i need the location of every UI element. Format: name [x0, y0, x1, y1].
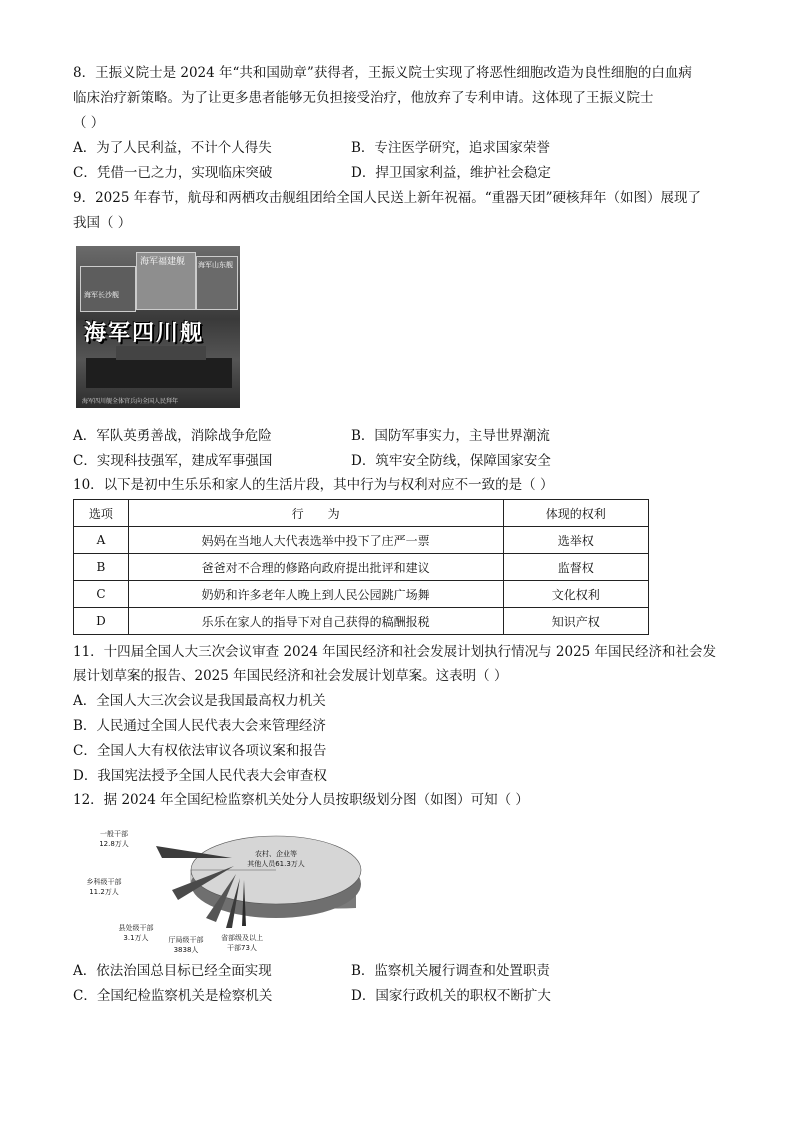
photo-label-top-right: 海军山东舰 [198, 261, 233, 269]
label-bureau-2: 3838人 [173, 946, 199, 954]
navy-ship-photo [76, 246, 240, 408]
label-province-2: 干部73人 [227, 944, 257, 952]
table-cell-right: 知识产权 [503, 608, 649, 635]
table-header-option: 选项 [74, 500, 129, 527]
table-cell-right: 选举权 [503, 527, 649, 554]
q12-option-a[interactable]: A．依法治国总目标已经全面实现 [73, 963, 272, 979]
q11-option-a[interactable]: A．全国人大三次会议是我国最高权力机关 [73, 693, 326, 709]
table-cell-option: A [74, 527, 129, 554]
table-cell-right: 文化权利 [503, 581, 649, 608]
label-province-1: 省部级及以上 [221, 934, 263, 942]
table-cell-option: D [74, 608, 129, 635]
q8-option-a[interactable]: A．为了人民利益，不计个人得失 [73, 140, 272, 156]
discipline-pie-chart [76, 818, 406, 958]
table-cell-behavior: 乐乐在家人的指导下对自己获得的稿酬报税 [128, 608, 503, 635]
q8-option-b[interactable]: B．专注医学研究，追求国家荣誉 [351, 140, 550, 156]
table-cell-behavior: 爸爸对不合理的修路向政府提出批评和建议 [128, 554, 503, 581]
q8-stem-line2: 临床治疗新策略。为了让更多患者能够无负担接受治疗，他放弃了专利申请。这体现了王振义院士 [73, 90, 654, 106]
label-bureau-1: 厅局级干部 [168, 936, 204, 944]
q9-option-a[interactable]: A．军队英勇善战，消除战争危险 [73, 428, 272, 444]
label-township-1: 乡科级干部 [86, 878, 122, 886]
photo-label-left: 海军长沙舰 [84, 291, 119, 299]
label-other-1: 农村、企业等 [255, 850, 297, 858]
q12-option-b[interactable]: B．监察机关履行调查和处置职责 [351, 963, 550, 979]
table-row [74, 608, 649, 635]
q11-stem-line2: 展计划草案的报告、2025 年国民经济和社会发展计划草案。这表明（ ） [73, 668, 508, 684]
q9-option-d[interactable]: D．筑牢安全防线，保障国家安全 [351, 453, 551, 469]
q9-option-b[interactable]: B．国防军事实力，主导世界潮流 [351, 428, 550, 444]
q11-option-d[interactable]: D．我国宪法授予全国人民代表大会审查权 [73, 768, 327, 784]
table-cell-option: C [74, 581, 129, 608]
table-header-row [74, 500, 649, 527]
q12-option-c[interactable]: C．全国纪检监察机关是检察机关 [73, 988, 273, 1004]
table-cell-behavior: 奶奶和许多老年人晚上到人民公园跳广场舞 [128, 581, 503, 608]
q12-option-d[interactable]: D．国家行政机关的职权不断扩大 [351, 988, 551, 1004]
table-header-right: 体现的权利 [503, 500, 649, 527]
label-general-2: 12.8万人 [99, 840, 129, 848]
q8-answer-blank: （ ） [73, 115, 105, 131]
q12-stem: 12．据 2024 年全国纪检监察机关处分人员按职级划分图（如图）可知（ ） [73, 792, 529, 808]
photo-panel-left [80, 266, 136, 312]
label-township-2: 11.2万人 [89, 888, 119, 896]
q8-stem-line1: 8．王振义院士是 2024 年“共和国勋章”获得者，王振义院士实现了将恶性细胞改造为良性细胞的白血病 [73, 65, 692, 81]
photo-label-top-left: 海军福建舰 [140, 257, 186, 267]
table-header-behavior: 行 为 [128, 500, 503, 527]
q9-option-c[interactable]: C．实现科技强军，建成军事强国 [73, 453, 273, 469]
q10-stem: 10．以下是初中生乐乐和家人的生活片段，其中行为与权利对应不一致的是（ ） [73, 477, 554, 493]
table-cell-right: 监督权 [503, 554, 649, 581]
q8-option-d[interactable]: D．捍卫国家利益，维护社会稳定 [351, 165, 551, 181]
label-county-2: 3.1万人 [123, 934, 149, 942]
q9-stem-line1: 9．2025 年春节，航母和两栖攻击舰组团给全国人民送上新年祝福。“重器天团”硬核拜年（如图）展现了 [73, 190, 702, 206]
photo-title: 海军四川舰 [84, 321, 205, 346]
label-other-2: 其他人员61.3万人 [247, 860, 305, 868]
table-cell-behavior: 妈妈在当地人大代表选举中投下了庄严一票 [128, 527, 503, 554]
label-county-1: 县处级干部 [118, 924, 154, 932]
table-cell-option: B [74, 554, 129, 581]
label-general-1: 一般干部 [100, 830, 128, 838]
q8-option-c[interactable]: C．凭借一已之力，实现临床突破 [73, 165, 273, 181]
q11-option-c[interactable]: C．全国人大有权依法审议各项议案和报告 [73, 743, 327, 759]
q9-stem-line2: 我国（ ） [73, 215, 132, 231]
q11-option-b[interactable]: B．人民通过全国人民代表大会来管理经济 [73, 718, 326, 734]
rights-table [73, 499, 649, 635]
q11-stem-line1: 11．十四届全国人大三次会议审查 2024 年国民经济和社会发展计划执行情况与 2025 年国民经济和社会发 [73, 644, 717, 660]
ship-deck-icon [116, 346, 206, 360]
table-row [74, 581, 649, 608]
photo-caption: 海军四川舰全体官兵向全国人民拜年 [82, 398, 179, 405]
table-row [74, 554, 649, 581]
ship-hull-icon [86, 358, 232, 388]
table-row [74, 527, 649, 554]
